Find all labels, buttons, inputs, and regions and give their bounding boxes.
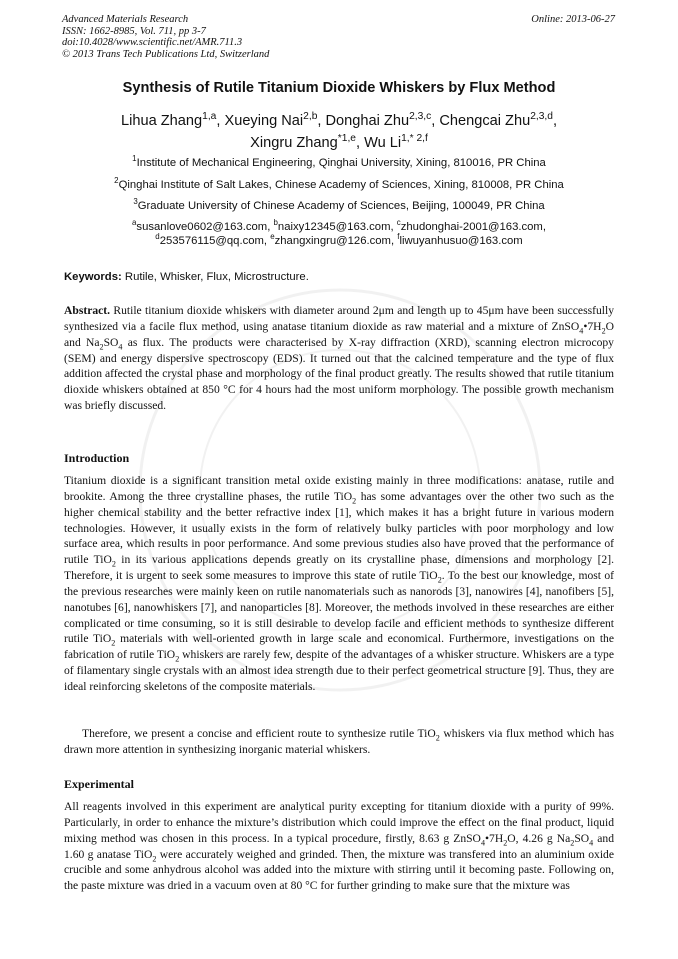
keywords-text: Rutile, Whisker, Flux, Microstructure. (121, 271, 309, 283)
journal-header (62, 14, 269, 60)
email-line-2 (0, 234, 678, 248)
email-mark: f (397, 232, 400, 242)
email-link[interactable]: zhangxingru@126.com, (274, 235, 398, 247)
affiliation-1 (0, 156, 678, 170)
affiliation-number: 2 (114, 176, 119, 186)
author-affiliation-mark: 1,* 2,f (401, 133, 428, 145)
email-link[interactable]: susanlove0602@163.com, (136, 221, 274, 233)
author-affiliation-mark: 1,a (202, 111, 217, 123)
email-link[interactable]: naixy12345@163.com, (277, 221, 397, 233)
author-name: Donghai Zhu (325, 113, 410, 129)
email-link[interactable]: 253576115@qq.com, (159, 235, 271, 247)
keywords (64, 271, 309, 283)
introduction-paragraph-2: Therefore, we present a concise and efficient route to synthesize rutile TiO$_2$ whiskers via flux method which has drawn more attention in synthesizing inorganic material whiskers. (64, 727, 614, 756)
author-line-1: Lihua Zhang$^{1,a}$, Xueying Nai$^{2,b}$, Donghai Zhu$^{2,3,c}$, Chengcai Zhu$^{2,3,d}$, (120, 111, 558, 129)
introduction-paragraph-1: Titanium dioxide is a significant transition metal oxide existing mainly in three modifications: anatase, rutile and brookite. Among the three crystalline phases, the rutile TiO$_2$ has some advantages over the other two such as the higher chemical stability and the better refractive index [1], which makes it has a bright future in various modern technologies. However, it usually exists in the form of relatively bulky particles with poor morphology and low surface area, which results in poor performance. And some previous studies also have proved that the performance of rutile TiO$_2$ in its various applications depends greatly on its crystalline phase, dimensions and morphology [2]. Therefore, it is urgent to seek some measures to improve this state of rutile TiO$_2$. To the best our knowledge, most of the previous researches were mainly keen on rutile nanomaterials such as nanorods [3], nanowires [4], nanofibers [5], nanotubes [6], nanowhiskers [7], and nanoparticles [8]. Moreover, the methods involved in these researches are either complicated or time consuming, so it is still desirable to develop facile and efficient methods to synthesize different rutile TiO$_2$ materials with well-oriented growth in large scale and economical. Furthermore, investigations on the fabrication of rutile TiO$_2$ whiskers are rarely few, despite of the advantages of a whisker structure. Whiskers are a type of filamentary single crystals with an almost idea strength due to their perfect geometrical structure [9]. Thus, they are ideal reinforcing skeletons of the composite materials. (64, 474, 615, 693)
email-mark: e (270, 232, 275, 242)
author-line-2: Xingru Zhang$^{*1,e}$, Wu $Li^{1,* 2,f}$ (250, 133, 428, 151)
author-emails (0, 220, 678, 248)
author-name: Xingru Zhang (250, 135, 338, 151)
email-mark: a (132, 218, 137, 228)
author-affiliation-mark: 2,3,d (530, 111, 553, 123)
email-link[interactable]: liwuyanhusuo@163.com (399, 235, 523, 247)
author-name: Wu Li (364, 135, 402, 151)
author-list (0, 110, 678, 154)
author-name: Lihua Zhang (120, 113, 203, 129)
affiliation-2 (0, 178, 678, 192)
affiliation-3 (0, 199, 678, 213)
affiliation-number: 1 (132, 154, 137, 164)
affiliation-number: 3 (133, 197, 138, 207)
email-mark: b (273, 218, 278, 228)
introduction-heading: Introduction (64, 451, 130, 465)
email-mark: c (396, 218, 401, 228)
journal-name: Advanced Materials Research (62, 14, 189, 25)
author-name: Xueying Nai (224, 113, 304, 129)
author-affiliation-mark: *1,e (337, 133, 356, 145)
issn-line: ISSN: 1662-8985, Vol. 711, pp 3-7 (62, 25, 206, 37)
affiliation-text: Qinghai Institute of Salt Lakes, Chinese Academy of Sciences, Xining, 810008, PR China (118, 179, 564, 191)
email-link[interactable]: zhudonghai-2001@163.com, (400, 221, 546, 233)
affiliation-text: Institute of Mechanical Engineering, Qinghai University, Xining, 810016, PR China (136, 157, 546, 169)
keywords-label: Keywords: (64, 271, 122, 283)
paper-title: Synthesis of Rutile Titanium Dioxide Whiskers by Flux Method (122, 80, 556, 96)
abstract-label: Abstract. (64, 304, 111, 317)
online-date: Online: 2013-06-27 (531, 14, 615, 25)
email-line-1 (0, 220, 678, 234)
experimental-paragraph-1: All reagents involved in this experiment are analytical purity excepting for titanium dioxide with a purity of 99%. Particularly, in order to enhance the mixture’s distribution which could improve the effect on the final product, liquid mixing method was chosen in this process. In a typical procedure, firstly, 8.63 g $ZnSO_4•7H_2O$, 4.26 g $Na_2SO_4$ and 1.60 g anatase TiO$_2$ were accurately weighed and grinded. Then, the mixture was transfered into an aluminium oxide crucible and some anhydrous alcohol was added into the mixture with stirring until it becoming paste. Following on, the paste mixture was dried in a vacuum oven at 80 °C for further grinding to make sure that the mixture was (64, 800, 614, 893)
email-mark: d (155, 232, 160, 242)
experimental-heading: Experimental (64, 777, 134, 791)
author-name: Chengcai Zhu (439, 113, 531, 129)
affiliation-text: Graduate University of Chinese Academy of Sciences, Beijing, 100049, PR China (137, 200, 545, 212)
doi-line: doi:10.4028/www.scientific.net/AMR.711.3 (62, 37, 243, 48)
copyright-line: © 2013 Trans Tech Publications Ltd, Switzerland (62, 48, 270, 60)
author-affiliation-mark: 2,3,c (409, 111, 432, 123)
author-affiliation-mark: 2,b (303, 111, 318, 123)
abstract-paragraph: Abstract. Rutile titanium dioxide whiskers with diameter around 2μm and length up to 45μm have been successfully synthesized via a facile flux method, using anatase titanium dioxide as raw material and a mixture of $ZnSO_4•7H_2O$ and $Na_2SO_4$ as flux. The products were characterised by X-ray diffraction (XRD), scanning electron microcopy (SEM) and energy dispersive spectroscopy (EDS). It turned out that the calcined temperature and the type of flux addition affected the crystal phase and morphology of the final product greatly. The results showed that rutile titanium dioxide whiskers obtained at 850 °C for 4 hours had the most uniform morphology. The possible growth mechanism was briefly discussed. (64, 304, 614, 413)
